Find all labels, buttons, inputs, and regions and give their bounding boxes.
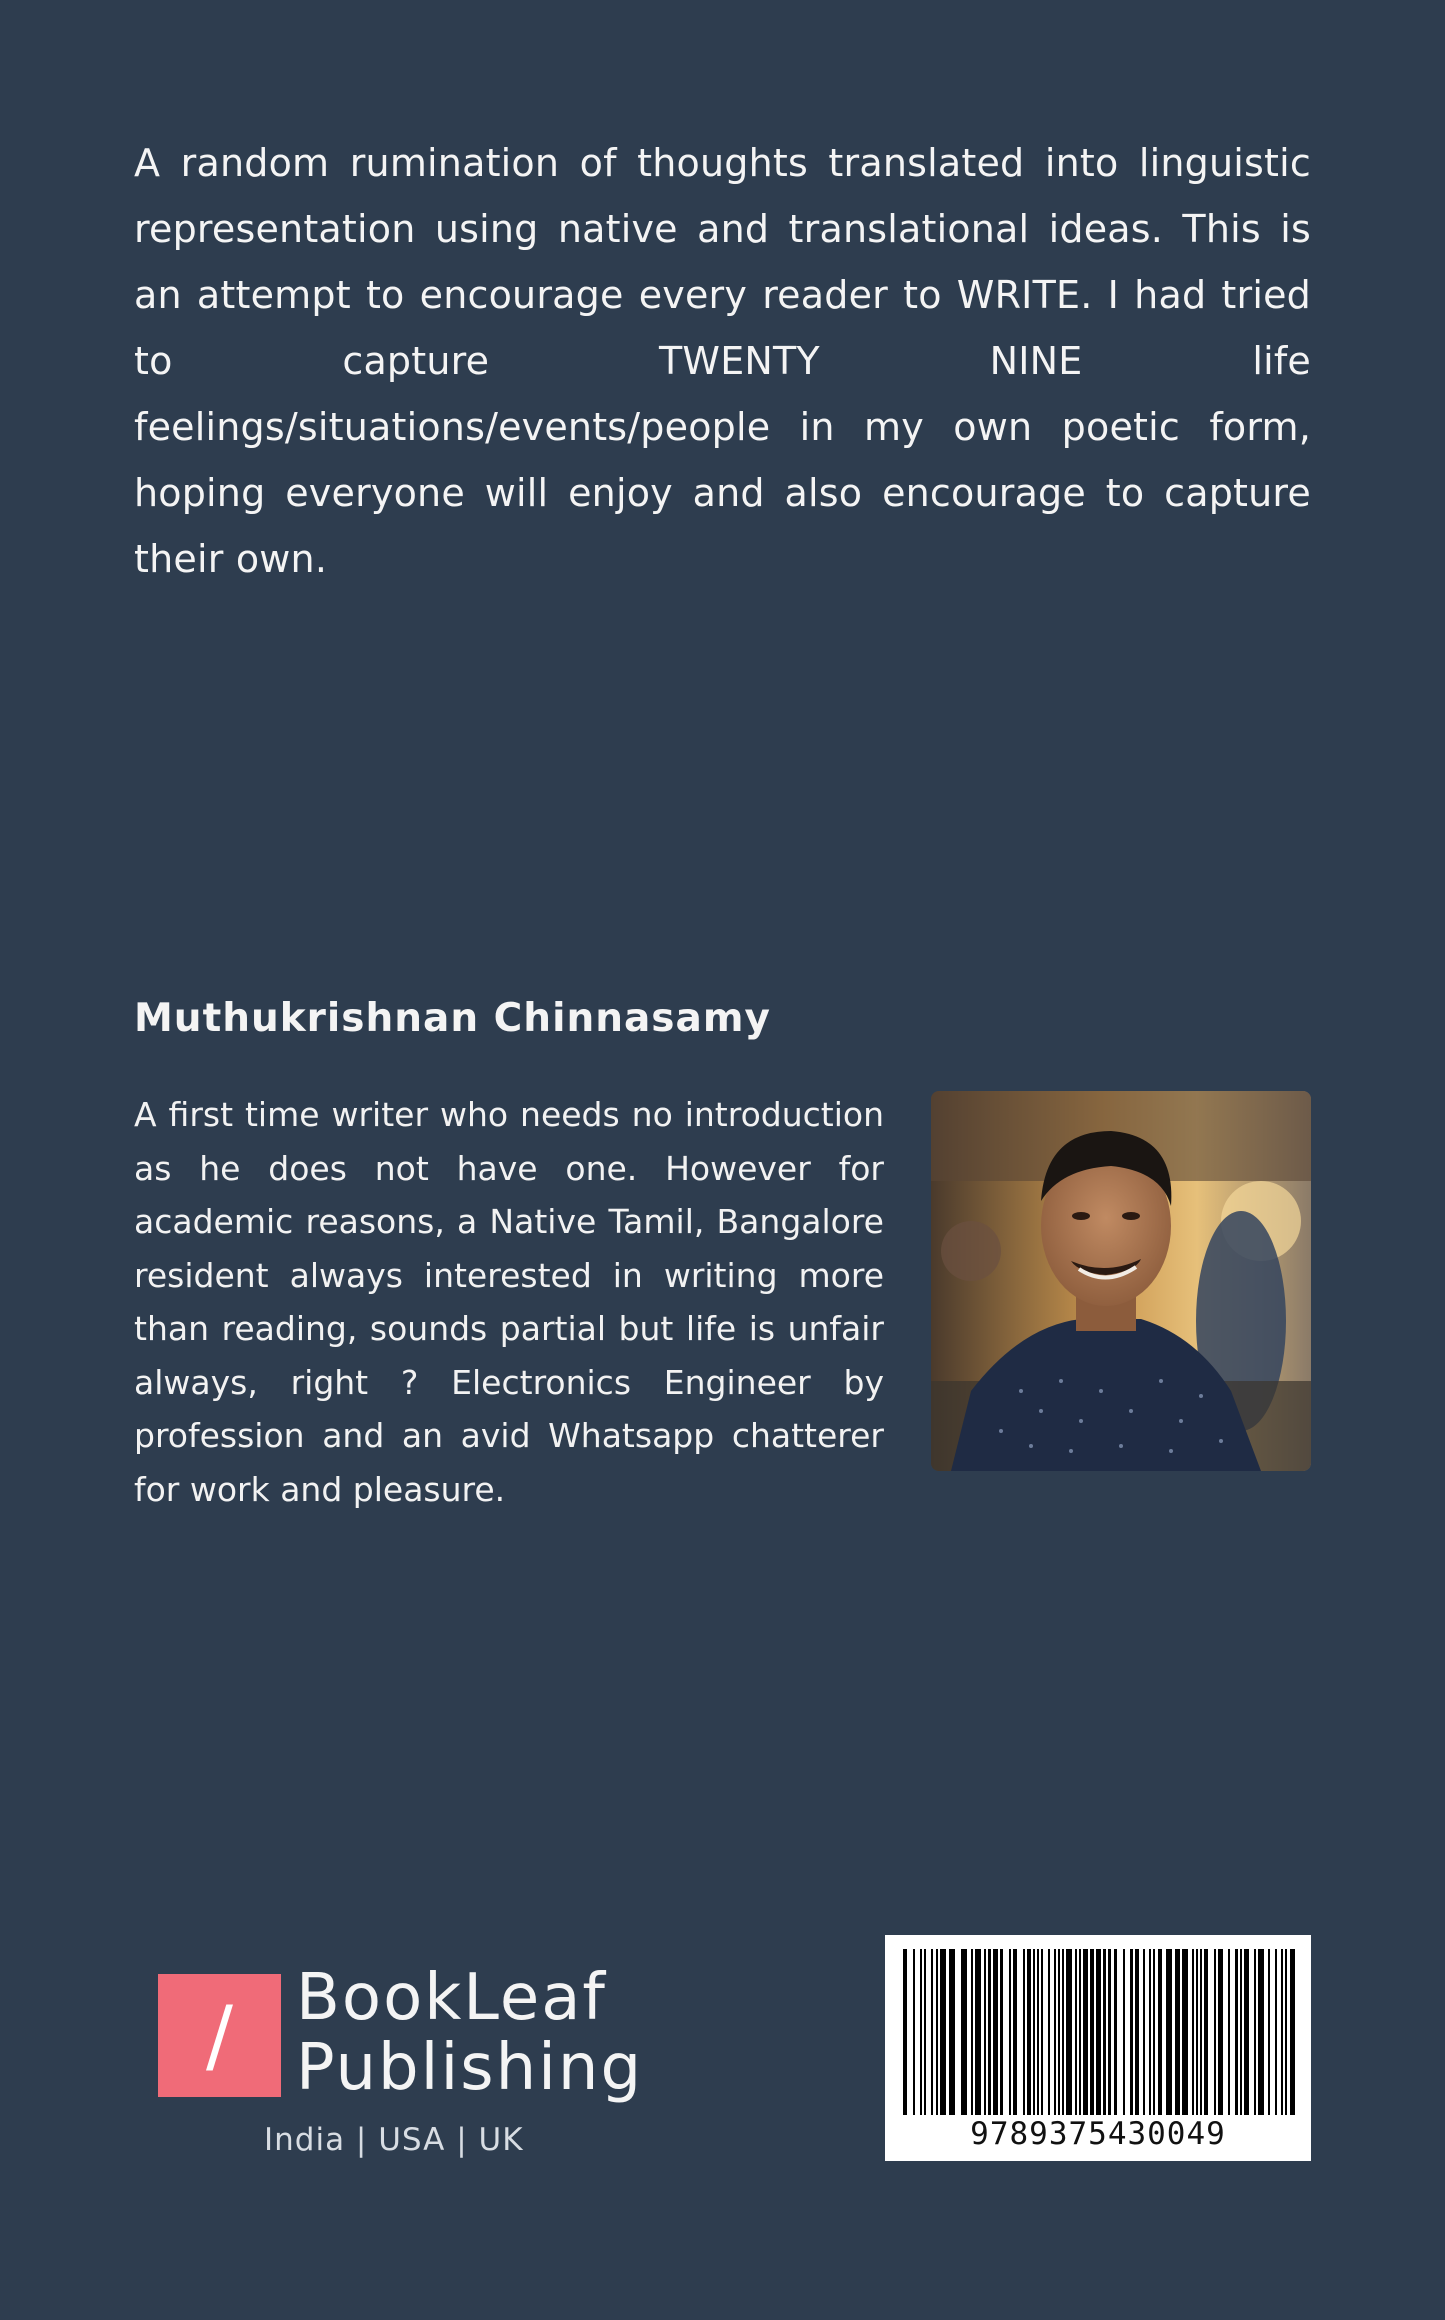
barcode-bar bbox=[988, 1949, 991, 2115]
barcode-bar bbox=[913, 1949, 915, 2115]
barcode-bar bbox=[1090, 1949, 1094, 2115]
barcode-bar bbox=[936, 1949, 938, 2115]
barcode-bar bbox=[931, 1949, 933, 2115]
barcode-bar bbox=[1281, 1949, 1283, 2115]
barcode-bar bbox=[1062, 1949, 1064, 2115]
barcode-bar bbox=[1103, 1949, 1106, 2115]
barcode-bar bbox=[1285, 1949, 1287, 2115]
author-bio: A first time writer who needs no introduction as he does not have one. However for academic reasons, a Native Tamil, Bangalore resident always interested in writing more than reading, sounds partial but life is unfair always, right ? Electronics Engineer by profession and an avid Whatsapp chatterer for work and pleasure. bbox=[134, 1095, 884, 1509]
publisher-name-line2: Publishing bbox=[296, 2031, 644, 2105]
barcode-bar bbox=[1075, 1949, 1077, 2115]
publisher-logo bbox=[158, 1961, 644, 2166]
barcode-bar bbox=[1240, 1949, 1242, 2115]
barcode-bar bbox=[1108, 1949, 1111, 2115]
barcode-bar bbox=[971, 1949, 973, 2115]
publisher-regions: India | USA | UK bbox=[264, 2122, 524, 2158]
barcode-bar bbox=[1143, 1949, 1145, 2115]
barcode-bar bbox=[1130, 1949, 1133, 2115]
barcode-bar bbox=[1275, 1949, 1277, 2115]
barcode-bar bbox=[1244, 1949, 1249, 2115]
isbn-number: 9789375430049 bbox=[970, 2116, 1226, 2152]
barcode-bar bbox=[1013, 1949, 1017, 2115]
back-cover-blurb: A random rumination of thoughts translated into linguistic representation using native and translational ideas. This is an attempt to encourage every reader to WRITE. I had tried to capture TWENTY NINE life feelings/situations/events/people in my own poetic form, hoping everyone will enjoy and also encourage to capture their own. bbox=[134, 141, 1311, 581]
barcode-bar bbox=[1258, 1949, 1264, 2115]
barcode-bar bbox=[1041, 1949, 1043, 2115]
barcode-bar bbox=[1153, 1949, 1155, 2115]
barcode-bar bbox=[1023, 1949, 1025, 2115]
barcode-bar bbox=[1083, 1949, 1088, 2115]
barcode-bar bbox=[1079, 1949, 1081, 2115]
barcode-bar bbox=[1158, 1949, 1162, 2115]
barcode-bar bbox=[1033, 1949, 1035, 2115]
barcode-bar bbox=[1058, 1949, 1060, 2115]
barcode-bar bbox=[1066, 1949, 1072, 2115]
barcode-bar bbox=[1254, 1949, 1256, 2115]
barcode-bar bbox=[1200, 1949, 1202, 2115]
barcode-bar bbox=[1196, 1949, 1198, 2115]
barcode-bar bbox=[924, 1949, 926, 2115]
barcode-bar bbox=[1290, 1949, 1295, 2115]
barcode-bar bbox=[975, 1949, 981, 2115]
barcode-bar bbox=[1228, 1949, 1230, 2115]
author-name: Muthukrishnan Chinnasamy bbox=[134, 996, 771, 1041]
barcode-bar bbox=[903, 1949, 907, 2115]
barcode-bar bbox=[1027, 1949, 1031, 2115]
barcode-bar bbox=[1135, 1949, 1139, 2115]
barcode-bar bbox=[1166, 1949, 1172, 2115]
barcode-bar bbox=[1048, 1949, 1050, 2115]
barcode-bar bbox=[1037, 1949, 1039, 2115]
barcode-bar bbox=[961, 1949, 967, 2115]
barcode-bar bbox=[949, 1949, 955, 2115]
logo-slash-mark: / bbox=[206, 1989, 233, 2082]
barcode-bar bbox=[1114, 1949, 1117, 2115]
barcode-bar bbox=[1204, 1949, 1208, 2115]
barcode-bar bbox=[993, 1949, 998, 2115]
barcode-bar bbox=[1009, 1949, 1011, 2115]
barcode-bar bbox=[984, 1949, 986, 2115]
barcode-bar bbox=[1182, 1949, 1188, 2115]
barcode-bar bbox=[920, 1949, 922, 2115]
publisher-name-line1: BookLeaf bbox=[296, 1961, 607, 2035]
barcode-bar bbox=[1268, 1949, 1270, 2115]
barcode-bar bbox=[1218, 1949, 1223, 2115]
author-photo bbox=[931, 1091, 1311, 1471]
barcode-bar bbox=[1214, 1949, 1216, 2115]
barcode-bar bbox=[1235, 1949, 1238, 2115]
barcode-bar bbox=[940, 1949, 946, 2115]
barcode-bar bbox=[1123, 1949, 1125, 2115]
isbn-barcode bbox=[885, 1935, 1311, 2161]
barcode-bar bbox=[1054, 1949, 1056, 2115]
author-portrait-image bbox=[931, 1091, 1311, 1471]
barcode-bar bbox=[1000, 1949, 1003, 2115]
barcode-bar bbox=[1096, 1949, 1101, 2115]
barcode-bar bbox=[1175, 1949, 1180, 2115]
barcode-bar bbox=[1149, 1949, 1151, 2115]
barcode-bar bbox=[1192, 1949, 1194, 2115]
